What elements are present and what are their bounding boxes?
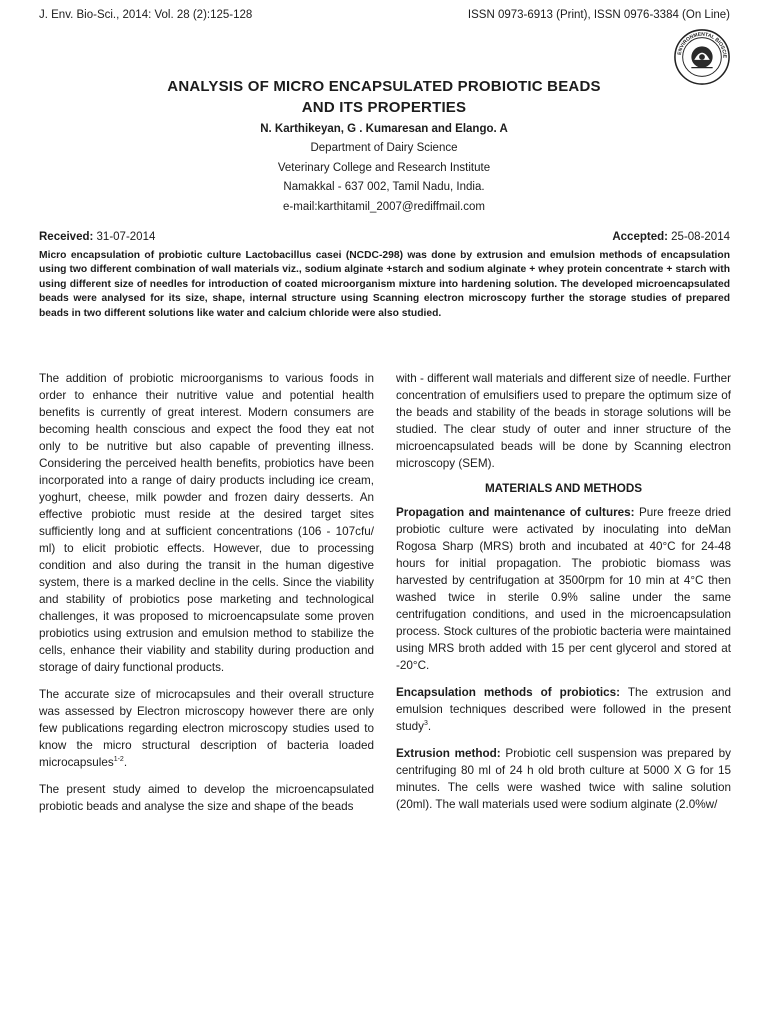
journal-citation: J. Env. Bio-Sci., 2014: Vol. 28 (2):125-128 xyxy=(39,9,253,21)
encapsulation-heading: Encapsulation methods of probiotics: xyxy=(396,686,621,699)
intro-paragraph-3-continued: with - different wall materials and different size of needle. Further concentration of emulsifiers used to prepare the optimum size of the beads and stability of the beads in storage solutions will be studied. The clear study of outer and inner structure of the microencapsulated beads will be done by Scanning electron microscopy (SEM). xyxy=(396,372,731,470)
intro-paragraph-1: The addition of probiotic microorganisms to various foods in order to enhance their nutritive value and potential health benefits is currently of great interest. Modern consumers are becoming health conscious and expect the food they eat not only to be nutritive but also capable of preventing illness. Considering the perceived health benefits, probiotics have been incorporated into a range of dairy products including ice cream, yoghurt, cheese, milk powder and frozen dairy desserts. An effective probiotic must reside at the desired target sites sufficiently long and at sufficient concentrations (106 - 107cfu/ ml) to elicit probiotic effects. However, due to processing condition and also during the transit in the human digestive system, there is a marked decline in the cells. Since the viability and stability of probiotics pose marketing and technological challenges, it was proposed to microencapsulate some proven probiotics using extrusion and emulsion method to stabilize the cells, enhance their viability and stability during production and storage of dairy functional products. xyxy=(39,372,374,674)
citation-3: 3 xyxy=(423,720,428,728)
right-column xyxy=(396,370,731,823)
intro-paragraph-2-text: The accurate size of microcapsules and their overall structure was assessed by Electron microscopy however there are only few publications regarding electron microscopy studies used to know the micro structural description of bacteria loaded microcapsules xyxy=(39,688,374,769)
encapsulation-paragraph xyxy=(396,684,731,735)
authors: N. Karthikeyan, G . Kumaresan and Elango. A xyxy=(260,123,508,135)
title-line-2: AND ITS PROPERTIES xyxy=(301,99,467,116)
propagation-heading: Propagation and maintenance of cultures: xyxy=(396,506,635,519)
affiliation xyxy=(40,139,728,217)
encapsulation-text-end: . xyxy=(427,720,432,733)
propagation-text: Pure freeze dried probiotic culture were activated by inoculating into deMan Rogosa Sharp (MRS) broth and incubated at 40°C for 24-48 hours for initial propagation. The probiotic biomass was harvested by centrifugation at 3500rpm for 10 min at 4°C then washed twice in sterile 0.9% saline under the same centrifugation conditions, and used in the microencapsulation process. Stock cultures of the probiotic bacteria were maintained using MRS broth added with 15 per cent glycerol and stored at -20°C. xyxy=(396,506,731,672)
accepted-label: Accepted: xyxy=(612,231,668,243)
intro-paragraph-2 xyxy=(39,686,374,771)
address: Namakkal - 637 002, Tamil Nadu, India. xyxy=(283,181,485,193)
issn-info: ISSN 0973-6913 (Print), ISSN 0976-3384 (On Line) xyxy=(467,9,730,21)
college: Veterinary College and Research Institute xyxy=(277,161,491,174)
citation-1-2: 1-2 xyxy=(113,756,124,764)
department: Department of Dairy Science xyxy=(310,142,458,154)
extrusion-text: Probiotic cell suspension was prepared by centrifuging 80 ml of 24 h old broth culture at 5000 X G for 15 minutes. The cells were washed twice with saline solution (20ml). The wall materials used were sodium alginate (2.0%w/ xyxy=(396,747,731,811)
accepted-date xyxy=(612,231,730,243)
encapsulation-text: The extrusion and emulsion techniques described were followed in the present study xyxy=(396,686,731,733)
intro-paragraph-2-end: . xyxy=(123,756,128,769)
paper-title xyxy=(40,76,728,118)
extrusion-heading: Extrusion method: xyxy=(396,747,501,760)
received-label: Received: xyxy=(39,231,94,243)
intro-paragraph-3: The present study aimed to develop the microencapsulated probiotic beads and analyse the size and shape of the beads xyxy=(39,783,374,813)
section-heading-materials-methods: MATERIALS AND METHODS xyxy=(484,482,643,495)
received-date xyxy=(39,231,155,243)
extrusion-paragraph xyxy=(396,745,731,813)
email[interactable]: e-mail:karthitamil_2007@rediffmail.com xyxy=(283,200,485,213)
title-line-1: ANALYSIS OF MICRO ENCAPSULATED PROBIOTIC BEADS xyxy=(167,78,601,95)
accepted-value: 25-08-2014 xyxy=(667,231,730,243)
left-column xyxy=(39,370,374,825)
received-value: 31-07-2014 xyxy=(93,231,156,243)
abstract: Micro encapsulation of probiotic culture Lactobacillus casei (NCDC-298) was done by extrusion and emulsion methods of encapsulation using two different combination of wall materials viz., sodium alginate +starch and sodium alginate + whey protein concentrate + starch with using different size of needles for introduction of coated microorganism mixture into hardening solution. The developed microencapsulated beads were analysed for its size, shape, internal structure using Scanning electron microscopy further the storage studies of prepared beads in two different solutions like water and calcium chloride were also studied. xyxy=(39,250,730,319)
propagation-paragraph xyxy=(396,504,731,674)
svg-text:ENVIRONMENTAL BIOSCIENCE: ENVIRONMENTAL BIOSCIE xyxy=(676,31,728,59)
